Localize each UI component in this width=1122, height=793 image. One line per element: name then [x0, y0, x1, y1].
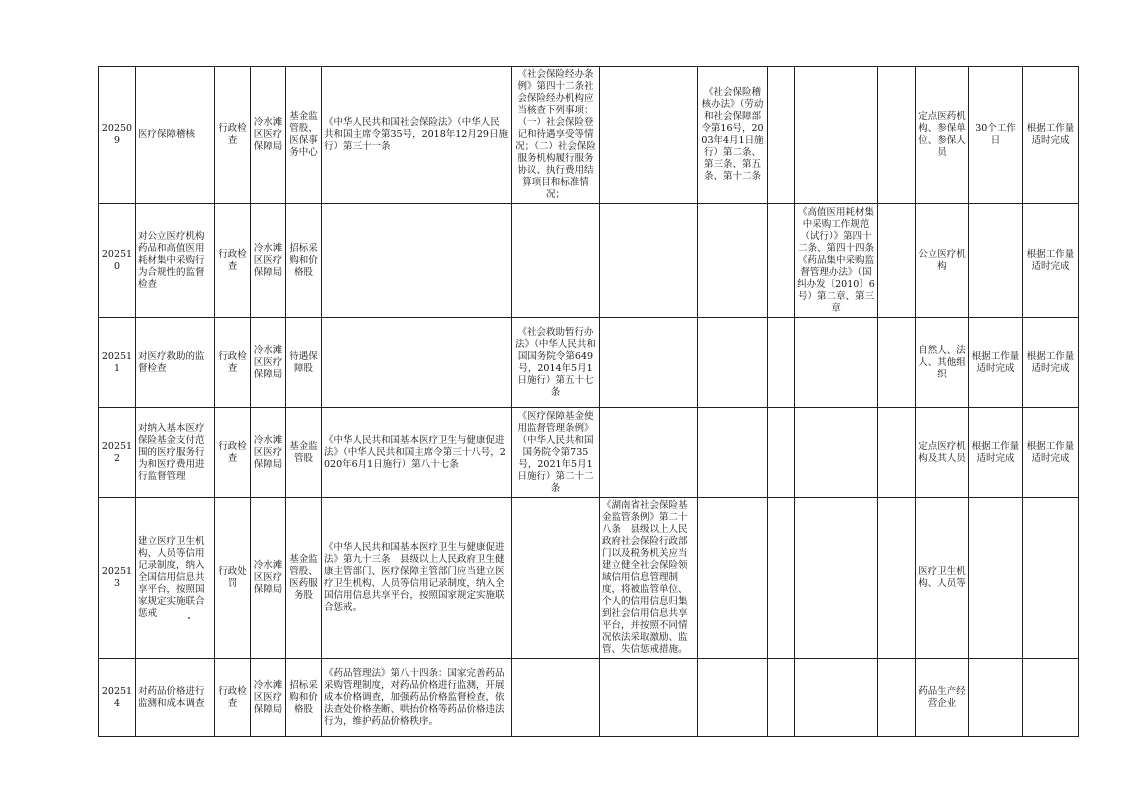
inspection-object: 公立医疗机构: [916, 204, 969, 318]
responsible-dept: 基金监管股、医保事务中心: [286, 67, 322, 204]
implementing-agency: 冷水滩区医疗保障局: [251, 318, 286, 408]
responsible-dept: 基金监管股: [286, 408, 322, 498]
inspection-frequency: 根据工作量适时完成: [1023, 204, 1079, 318]
item-code: 202513: [99, 498, 136, 659]
responsible-dept: 招标采购和价格股: [286, 204, 322, 318]
blank-cell: [878, 408, 916, 498]
legal-basis-local-regulation: 《湖南省社会保险基金监管条例》第二十八条 县级以上人民政府社会保险行政部门以及税务机关应当建立健全社会保险领域信用信息管理制度，将被监管单位、个人的信用信息归集到社会信用信息共享平台，并按照不同情况依法采取激励、监管、失信惩戒措施。: [600, 498, 698, 659]
item-name: 建立医疗卫生机构、人员等信用记录制度，纳入全国信用信息共享平台，按照国家规定实施联合惩戒: [136, 498, 215, 659]
inspection-frequency: [1023, 498, 1079, 659]
legal-basis-dept-rule: 《社会保险稽核办法》（劳动和社会保障部令第16号，2003年4月1日施行）第二条、第三条、第五条、第十二条: [698, 67, 768, 204]
legal-basis-local-regulation: [600, 408, 698, 498]
inspection-deadline: 根据工作量适时完成: [969, 408, 1023, 498]
item-type: 行政检查: [215, 318, 251, 408]
table-row: [99, 498, 1079, 659]
item-code: 202509: [99, 67, 136, 204]
inspection-frequency: 根据工作量适时完成: [1023, 318, 1079, 408]
blank-cell: [768, 659, 795, 737]
implementing-agency: 冷水滩区医疗保障局: [251, 204, 286, 318]
item-code: 202511: [99, 318, 136, 408]
item-name: 医疗保障稽核: [136, 67, 215, 204]
table-row: [99, 659, 1079, 737]
item-code: 202514: [99, 659, 136, 737]
implementing-agency: 冷水滩区医疗保障局: [251, 659, 286, 737]
legal-basis-normative-doc: [795, 67, 878, 204]
legal-basis-admin-regulation: 《社会救助暂行办法》（中华人民共和国国务院令第649号，2014年5月1日施行）第五十七条: [512, 318, 600, 408]
legal-basis-law: 《药品管理法》第八十四条：国家完善药品采购管理制度，对药品价格进行监测，开展成本价格调查，加强药品价格监督检查，依法查处价格垄断、哄抬价格等药品价格违法行为，维护药品价格秩序。: [322, 659, 512, 737]
blank-cell: [768, 498, 795, 659]
item-type: 行政处罚: [215, 498, 251, 659]
legal-basis-admin-regulation: [512, 659, 600, 737]
item-code: 202512: [99, 408, 136, 498]
item-type: 行政检查: [215, 659, 251, 737]
blank-cell: [878, 67, 916, 204]
legal-basis-admin-regulation: 《社会保险经办条例》第四十二条社会保险经办机构应当核查下列事项：（一）社会保险登记和待遇享受等情况；（二）社会保险服务机构履行服务协议、执行费用结算项目和标准情况；: [512, 67, 600, 204]
legal-basis-law: [322, 318, 512, 408]
inspection-deadline: 30个工作日: [969, 67, 1023, 204]
implementing-agency: 冷水滩区医疗保障局: [251, 408, 286, 498]
item-type: 行政检查: [215, 67, 251, 204]
implementing-agency: 冷水滩区医疗保障局: [251, 498, 286, 659]
legal-basis-admin-regulation: [512, 498, 600, 659]
legal-basis-admin-regulation: 《医疗保障基金使用监督管理条例》（中华人民共和国国务院令第735号，2021年5月1日施行）第二十二条: [512, 408, 600, 498]
legal-basis-normative-doc: [795, 659, 878, 737]
table-row: [99, 318, 1079, 408]
item-name: 对公立医疗机构药品和高值医用耗材集中采购行为合规性的监督检查: [136, 204, 215, 318]
legal-basis-normative-doc: [795, 408, 878, 498]
scan-speck: [188, 617, 190, 619]
legal-basis-law: 《中华人民共和国基本医疗卫生与健康促进法》第九十三条 县级以上人民政府卫生健康主管部门、医疗保障主管部门应当建立医疗卫生机构、人员等信用记录制度，纳入全国信用信息共享平台，按照国家规定实施联合惩戒。: [322, 498, 512, 659]
inspection-object: 自然人、法人、其他组织: [916, 318, 969, 408]
inspection-deadline: 根据工作量适时完成: [969, 318, 1023, 408]
legal-basis-local-regulation: [600, 204, 698, 318]
table-row: [99, 204, 1079, 318]
blank-cell: [878, 498, 916, 659]
inspection-object: 药品生产经营企业: [916, 659, 969, 737]
responsible-dept: 待遇保障股: [286, 318, 322, 408]
implementing-agency: 冷水滩区医疗保障局: [251, 67, 286, 204]
item-type: 行政检查: [215, 408, 251, 498]
item-code: 202510: [99, 204, 136, 318]
legal-basis-local-regulation: [600, 659, 698, 737]
legal-basis-normative-doc: [795, 318, 878, 408]
legal-basis-dept-rule: [698, 659, 768, 737]
legal-basis-normative-doc: 《高值医用耗材集中采购工作规范（试行）》第四十二条、第四十四条《药品集中采购监督管理办法》（国纠办发〔2010〕6号）第二章、第三章: [795, 204, 878, 318]
responsible-dept: 基金监管股、医药服务股: [286, 498, 322, 659]
legal-basis-local-regulation: [600, 318, 698, 408]
responsible-dept: 招标采购和价格股: [286, 659, 322, 737]
inspection-object: 定点医药机构、参保单位、参保人员: [916, 67, 969, 204]
table-body: [99, 67, 1079, 737]
table-row: [99, 408, 1079, 498]
blank-cell: [878, 204, 916, 318]
legal-basis-local-regulation: [600, 67, 698, 204]
blank-cell: [768, 318, 795, 408]
item-name: 对纳入基本医疗保险基金支付范围的医疗服务行为和医疗费用进行监督管理: [136, 408, 215, 498]
inspection-deadline: [969, 204, 1023, 318]
item-name: 对医疗救助的监督检查: [136, 318, 215, 408]
inspection-deadline: [969, 498, 1023, 659]
table-row: [99, 67, 1079, 204]
item-type: 行政检查: [215, 204, 251, 318]
legal-basis-dept-rule: [698, 408, 768, 498]
blank-cell: [768, 408, 795, 498]
inspection-object: 定点医疗机构及其人员: [916, 408, 969, 498]
inspection-object: 医疗卫生机构、人员等: [916, 498, 969, 659]
legal-basis-admin-regulation: [512, 204, 600, 318]
blank-cell: [768, 204, 795, 318]
inspection-deadline: [969, 659, 1023, 737]
blank-cell: [878, 659, 916, 737]
legal-basis-dept-rule: [698, 204, 768, 318]
legal-basis-law: 《中华人民共和国社会保险法》（中华人民共和国主席令第35号，2018年12月29日施行）第三十一条: [322, 67, 512, 204]
inspection-frequency: 根据工作量适时完成: [1023, 67, 1079, 204]
inspection-matters-table: [98, 66, 1079, 737]
legal-basis-dept-rule: [698, 498, 768, 659]
blank-cell: [878, 318, 916, 408]
legal-basis-law: 《中华人民共和国基本医疗卫生与健康促进法》（中华人民共和国主席令第三十八号，2020年6月1日施行）第八十七条: [322, 408, 512, 498]
blank-cell: [768, 67, 795, 204]
inspection-frequency: [1023, 659, 1079, 737]
legal-basis-normative-doc: [795, 498, 878, 659]
legal-basis-law: [322, 204, 512, 318]
legal-basis-dept-rule: [698, 318, 768, 408]
inspection-frequency: 根据工作量适时完成: [1023, 408, 1079, 498]
item-name: 对药品价格进行监测和成本调查: [136, 659, 215, 737]
